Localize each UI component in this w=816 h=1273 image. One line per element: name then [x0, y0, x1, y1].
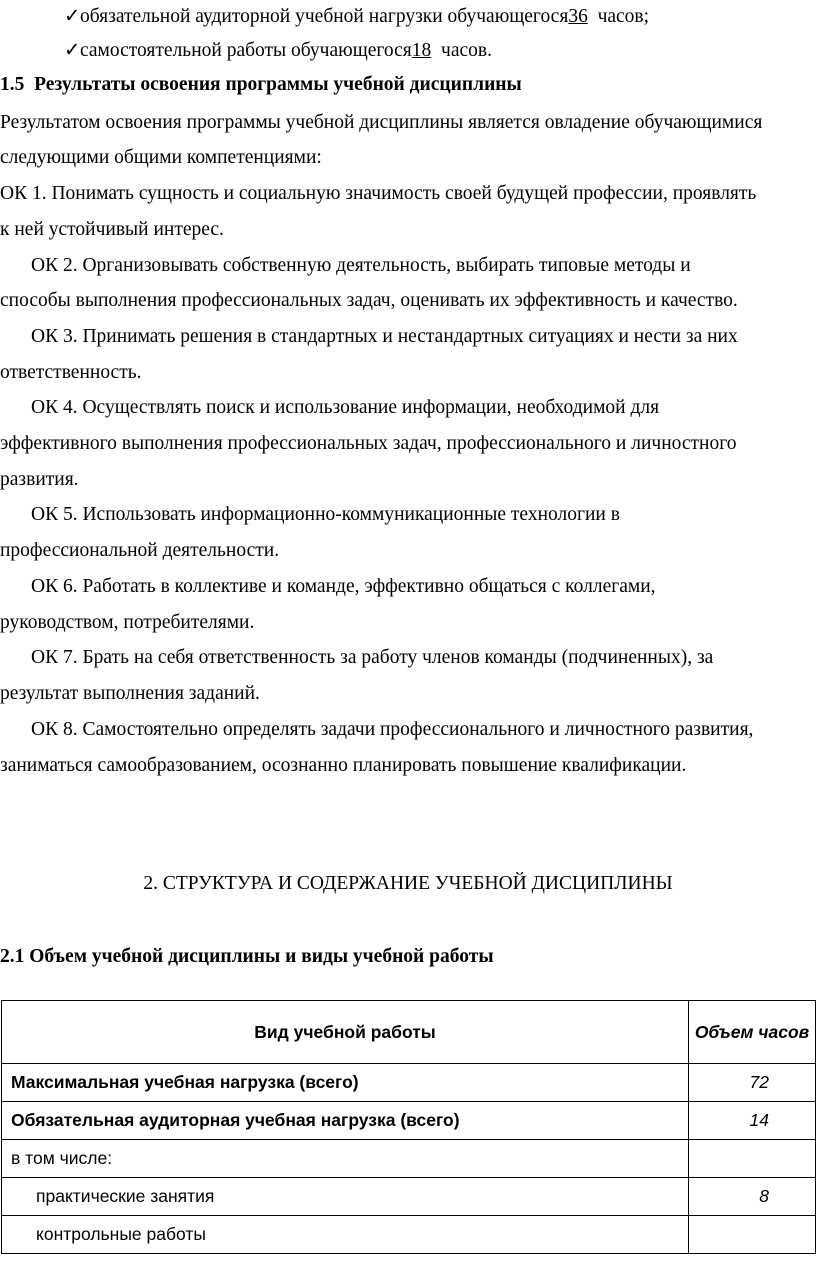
workload-table [1, 1000, 816, 1254]
workload-auditory-item [64, 5, 649, 29]
table-row [2, 1102, 816, 1140]
section-1-5-heading: 1.5 Результаты освоения программы учебной дисциплины [0, 74, 522, 95]
checkmark-icon: ✓ [64, 6, 81, 27]
row-value: 8 [689, 1178, 816, 1216]
auditory-label: обязательной аудиторной учебной нагрузки обучающегося [80, 6, 569, 27]
row-label: в том числе: [2, 1140, 689, 1178]
ok3-line-2: ответственность. [0, 362, 142, 383]
ok4-line-1: ОК 4. Осуществлять поиск и использование информации, необходимой для [31, 397, 660, 418]
selfwork-hours: 18 [411, 40, 432, 61]
row-value [689, 1140, 816, 1178]
row-label: контрольные работы [2, 1216, 689, 1254]
ok1-line-1: ОК 1. Понимать сущность и социальную значимость своей будущей профессии, проявлять [0, 183, 757, 204]
ok2-line-2: способы выполнения профессиональных задач, оценивать их эффективность и качество. [0, 290, 738, 311]
table-header-row [2, 1001, 816, 1064]
ok6-line-2: руководством, потребителями. [0, 612, 255, 633]
ok4-line-3: развития. [0, 469, 79, 490]
row-value: 14 [689, 1102, 816, 1140]
ok7-line-2: результат выполнения заданий. [0, 683, 260, 704]
auditory-suffix: часов; [587, 6, 650, 27]
row-label: Обязательная аудиторная учебная нагрузка (всего) [2, 1102, 689, 1140]
row-value [689, 1216, 816, 1254]
table-row [2, 1064, 816, 1102]
ok6-line-1: ОК 6. Работать в коллективе и команде, эффективно общаться с коллегами, [31, 576, 656, 597]
header-hours: Объем часов [689, 1001, 816, 1064]
row-value: 72 [689, 1064, 816, 1102]
table-row [2, 1178, 816, 1216]
row-label: практические занятия [2, 1178, 689, 1216]
intro-line-1: Результатом освоения программы учебной дисциплины является овладение обучающимися [0, 112, 763, 133]
section-2-title: 2. СТРУКТУРА И СОДЕРЖАНИЕ УЧЕБНОЙ ДИСЦИПЛИНЫ [143, 873, 673, 894]
ok5-line-1: ОК 5. Использовать информационно-коммуникационные технологии в [31, 504, 620, 525]
workload-selfwork-item [64, 39, 492, 63]
ok5-line-2: профессиональной деятельности. [0, 540, 280, 561]
header-work-type: Вид учебной работы [2, 1001, 689, 1064]
ok3-line-1: ОК 3. Принимать решения в стандартных и нестандартных ситуациях и нести за них [31, 326, 738, 347]
section-2-1-heading: 2.1 Объем учебной дисциплины и виды учебной работы [0, 946, 494, 967]
row-label: Максимальная учебная нагрузка (всего) [2, 1064, 689, 1102]
ok4-line-2: эффективного выполнения профессиональных задач, профессионального и личностного [0, 433, 737, 454]
table-row [2, 1140, 816, 1178]
selfwork-suffix: часов. [431, 40, 492, 61]
table-row [2, 1216, 816, 1254]
checkmark-icon: ✓ [64, 40, 81, 61]
selfwork-label: самостоятельной работы обучающегося [80, 40, 412, 61]
intro-line-2: следующими общими компетенциями: [0, 147, 322, 168]
ok2-line-1: ОК 2. Организовывать собственную деятельность, выбирать типовые методы и [31, 255, 691, 276]
auditory-hours: 36 [568, 6, 588, 27]
ok8-line-2: заниматься самообразованием, осознанно планировать повышение квалификации. [0, 755, 687, 776]
ok1-line-2: к ней устойчивый интерес. [0, 219, 224, 240]
ok8-line-1: ОК 8. Самостоятельно определять задачи профессионального и личностного развития, [31, 719, 754, 740]
ok7-line-1: ОК 7. Брать на себя ответственность за работу членов команды (подчиненных), за [31, 647, 714, 668]
